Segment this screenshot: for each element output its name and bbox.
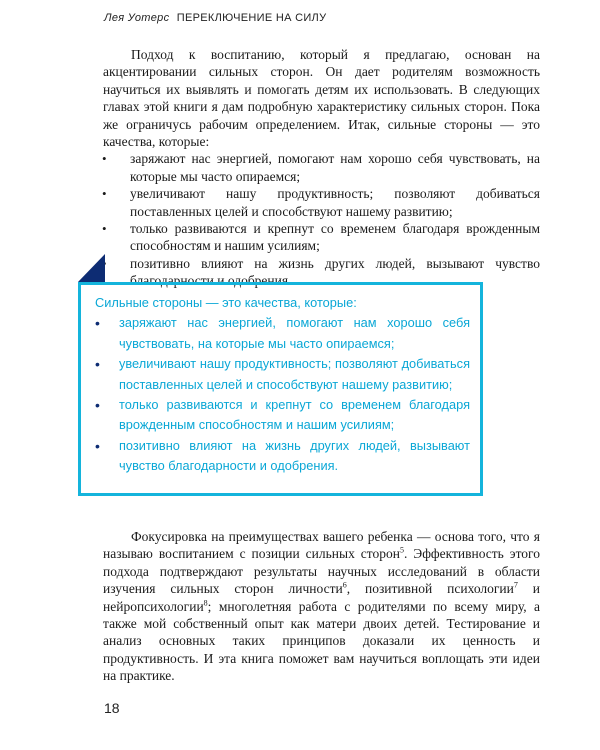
intro-section	[103, 46, 540, 290]
callout-corner-triangle	[78, 254, 105, 282]
callout-title: Сильные стороны — это качества, которые:	[95, 295, 357, 310]
outro-section	[103, 528, 540, 685]
callout-bullet-item: • только развиваются и крепнут со временем благодаря врожденным способностям и нашим усилиям;	[95, 395, 470, 436]
running-header	[104, 12, 326, 24]
outro-text: и нейропсихологии	[103, 581, 540, 614]
outro-text: , позитивной психологии	[346, 581, 514, 597]
footnote-ref: 5	[399, 545, 404, 555]
callout-bullet-item: • позитивно влияют на жизнь других людей, вызывают чувство благодарности и одобрения.	[95, 436, 470, 477]
header-author: Лея Уотерс	[104, 12, 170, 24]
page-number: 18	[104, 700, 120, 716]
outro-text: ; многолетняя работа с родителями по всему миру, а также мой собственный опыт как матери двоих детей. Тестирование и анализ основных таких принципов доказали их ценность и продуктивность. И эта книга поможет вам научиться воплощать эти идеи на практике.	[103, 598, 540, 684]
intro-paragraph: Подход к воспитанию, который я предлагаю, основан на акцентировании сильных сторон. Он дает родителям возможность научиться их выявлять и помогать детям их использовать. В следующих главах этой книги я дам подробную характеристику сильных сторон. Пока же ограничусь рабочим определением. Итак, сильные стороны — это качества, которые:	[103, 47, 540, 150]
callout-bullet-list	[95, 313, 470, 476]
footnote-ref: 6	[342, 580, 347, 590]
intro-bullet-item: • заряжают нас энергией, помогают нам хорошо себя чувствовать, на которые мы часто опираемся;	[113, 150, 540, 185]
callout-bullet-item: • заряжают нас энергией, помогают нам хорошо себя чувствовать, на которые мы часто опираемся;	[95, 313, 470, 354]
intro-bullet-item: • позитивно влияют на жизнь других людей, вызывают чувство благодарности и одобрения.	[113, 255, 540, 290]
intro-bullet-list	[103, 150, 540, 289]
outro-text: . Эффективность этого подхода подтверждают результаты научных исследований в области изучения сильных сторон личности	[103, 546, 540, 597]
callout-bullet-item: • увеличивают нашу продуктивность; позволяют добиваться поставленных целей и способствуют нашему развитию;	[95, 354, 470, 395]
callout-box	[78, 282, 483, 496]
footnote-ref: 7	[513, 580, 518, 590]
outro-text: Фокусировка на преимуществах вашего ребенка — основа того, что я называю воспитанием с позиции сильных сторон	[103, 529, 540, 562]
header-book-title: ПЕРЕКЛЮЧЕНИЕ НА СИЛУ	[176, 12, 327, 24]
intro-bullet-item: • увеличивают нашу продуктивность; позволяют добиваться поставленных целей и способствуют нашему развитию;	[113, 185, 540, 220]
intro-bullet-item: • только развиваются и крепнут со временем благодаря врожденным способностям и нашим усилиям;	[113, 220, 540, 255]
footnote-ref: 8	[203, 598, 208, 608]
outro-paragraph	[103, 528, 540, 685]
